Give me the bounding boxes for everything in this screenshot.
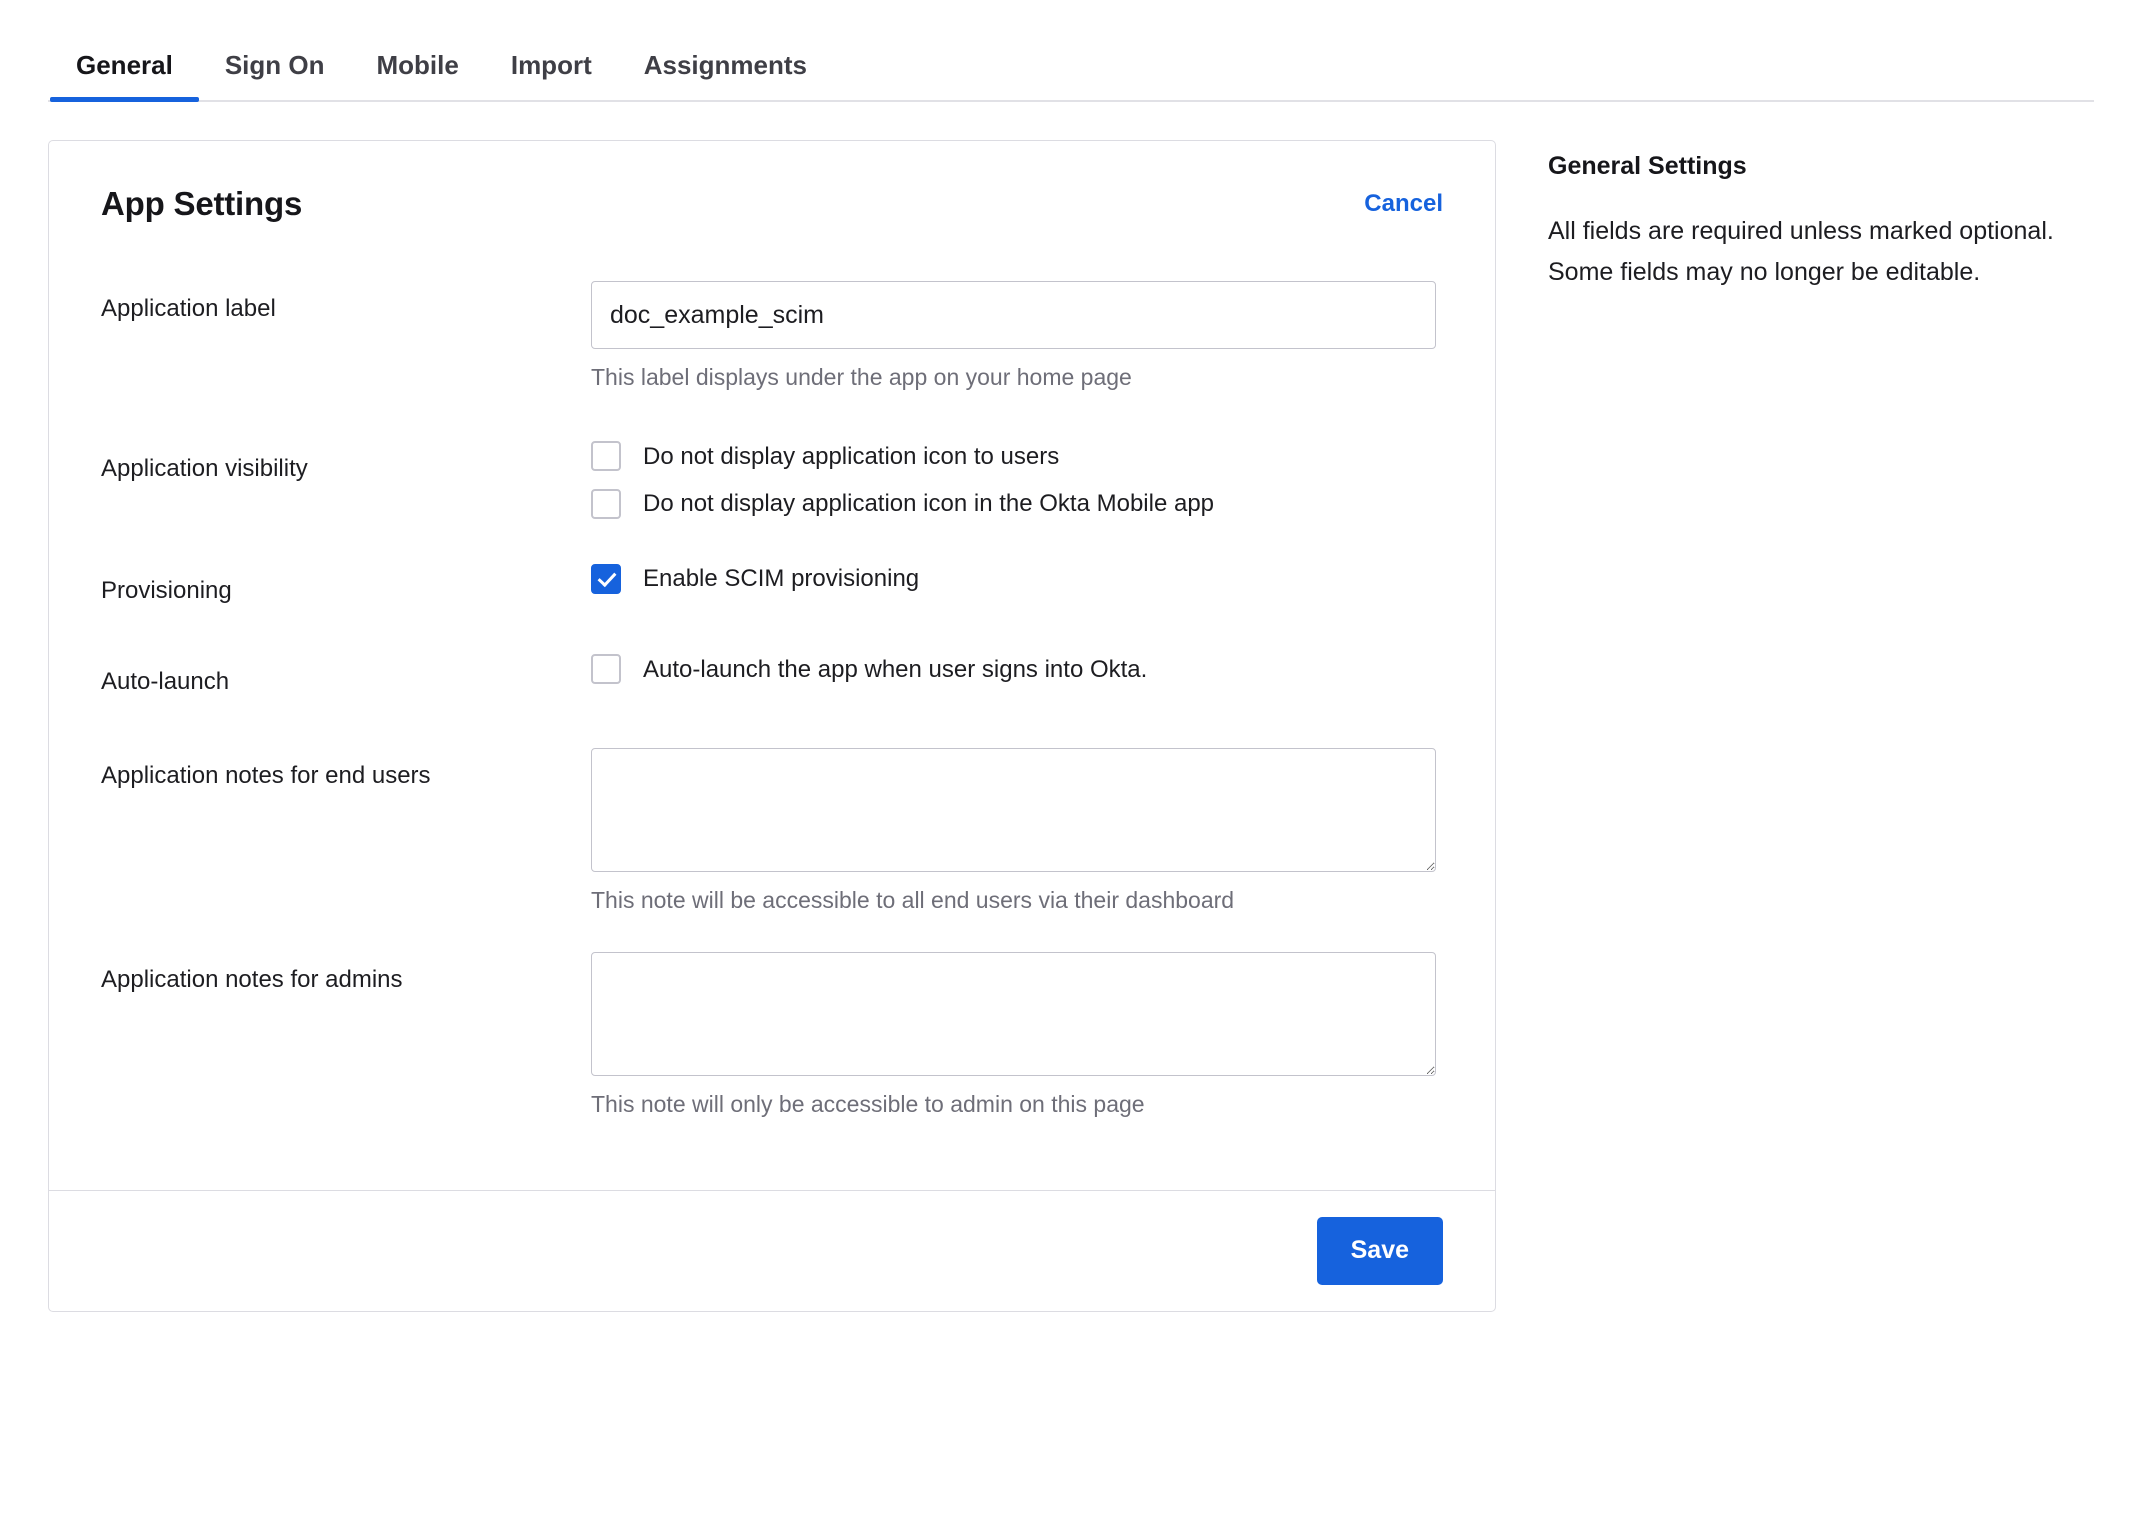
application-visibility-options: [591, 441, 1443, 519]
tabbar: [48, 0, 2094, 102]
auto-launch-label: Auto-launch: [101, 667, 230, 695]
notes-admins-label: Application notes for admins: [101, 965, 403, 993]
provisioning-option-scim[interactable]: [591, 563, 1443, 594]
checkbox-enable-scim-provisioning-label[interactable]: Enable SCIM provisioning: [643, 565, 920, 593]
auto-launch-options: [591, 654, 1443, 685]
help-panel-title: General Settings: [1548, 152, 1747, 180]
page-title: App Settings: [101, 185, 303, 222]
notes-end-users-label: Application notes for end users: [101, 762, 431, 790]
application-label-field-wrap: [591, 281, 1443, 393]
checkbox-hide-icon-users[interactable]: [591, 441, 621, 471]
checkbox-enable-scim-provisioning[interactable]: [591, 564, 621, 594]
auto-launch-option[interactable]: [591, 654, 1443, 685]
notes-end-users-hint: This note will be accessible to all end users via their dashboard: [591, 887, 1235, 914]
tab-sign-on[interactable]: Sign On: [224, 50, 325, 80]
visibility-option-hide-icon[interactable]: [591, 441, 1443, 472]
provisioning-options: [591, 563, 1443, 594]
application-label-hint: This label displays under the app on your home page: [591, 364, 1132, 390]
tab-general[interactable]: General: [50, 52, 199, 100]
checkbox-auto-launch-label[interactable]: Auto-launch the app when user signs into Okta.: [643, 655, 1148, 683]
checkbox-hide-icon-mobile[interactable]: [591, 489, 621, 519]
help-panel-text: All fields are required unless marked optional. Some fields may no longer be editable.: [1548, 217, 2054, 286]
row-provisioning: [101, 563, 1443, 607]
general-settings-help-panel: [1548, 140, 2058, 1312]
tab-import[interactable]: Import: [510, 50, 592, 80]
tab-assignments[interactable]: Assignments: [643, 50, 807, 80]
checkbox-auto-launch[interactable]: [591, 654, 621, 684]
cancel-button[interactable]: Cancel: [1364, 190, 1443, 217]
row-auto-launch: [101, 654, 1443, 698]
visibility-option-hide-icon-mobile[interactable]: [591, 488, 1443, 519]
row-notes-admins: [101, 952, 1443, 1120]
save-button[interactable]: Save: [1317, 1217, 1443, 1285]
notes-end-users-field-wrap: [591, 748, 1443, 916]
application-visibility-label: Application visibility: [101, 454, 308, 482]
row-application-label: [101, 281, 1443, 393]
card-header: [101, 185, 1443, 223]
app-settings-card: [48, 140, 1496, 1312]
notes-end-users-textarea[interactable]: [591, 748, 1436, 872]
application-label-input[interactable]: [591, 281, 1436, 349]
card-footer: [49, 1190, 1495, 1311]
content-area: [48, 102, 2094, 1312]
checkbox-hide-icon-users-label[interactable]: Do not display application icon to users: [643, 442, 1060, 470]
row-application-visibility: [101, 441, 1443, 519]
provisioning-label: Provisioning: [101, 577, 232, 605]
notes-admins-hint: This note will only be accessible to admin on this page: [591, 1090, 1145, 1117]
notes-admins-textarea[interactable]: [591, 952, 1436, 1076]
checkbox-hide-icon-mobile-label[interactable]: Do not display application icon in the Okta Mobile app: [643, 490, 1215, 518]
tab-mobile[interactable]: Mobile: [376, 50, 459, 80]
row-notes-end-users: [101, 748, 1443, 916]
notes-admins-field-wrap: [591, 952, 1443, 1120]
app-settings-form: [49, 141, 1495, 1190]
application-label-label: Application label: [101, 295, 276, 322]
